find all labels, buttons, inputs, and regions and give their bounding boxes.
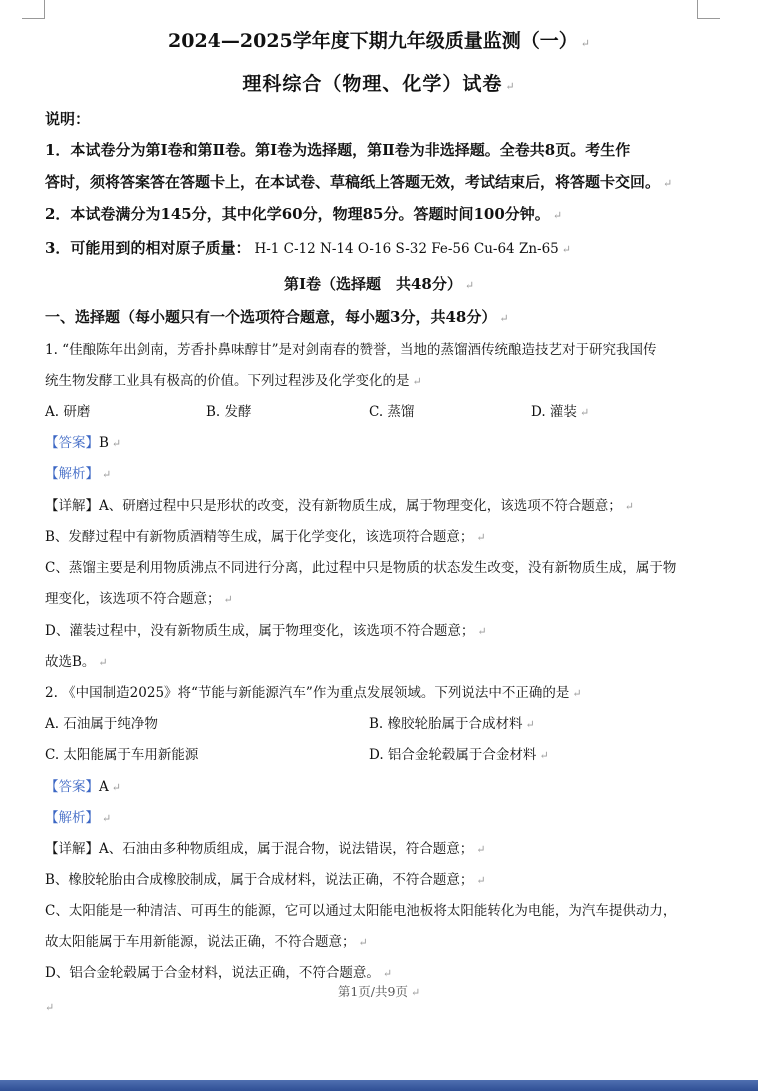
q1-option-a: A. 研磨 (45, 404, 91, 420)
q2-detail-c: C、太阳能是一种清洁、可再生的能源，它可以通过太阳能电池板将太阳能转化为电能，为汽车提供动力， (45, 903, 677, 919)
q1-analysis-tag: 【解析】 ↵ (45, 466, 112, 482)
q2-option-b: B. 橡胶轮胎属于合成材料 ↵ (369, 716, 535, 732)
q2-stem: 2. 《中国制造2025》将“节能与新能源汽车”作为重点发展领域。下列说法中不正确的是 ↵ (45, 685, 582, 701)
q1-detail-d: D、灌装过程中，没有新物质生成，属于物理变化，该选项不符合题意； ↵ (45, 623, 487, 639)
crop-mark-top-left (22, 0, 45, 19)
exam-title: 2024—2025学年度下期九年级质量监测（一） ↵ (168, 30, 590, 52)
q2-detail-c-cont: 故太阳能属于车用新能源，说法正确，不符合题意； ↵ (45, 934, 368, 950)
q1-answer: 【答案】B ↵ (45, 435, 122, 451)
trailing-paragraph-mark: ↵ (45, 1001, 55, 1014)
instruction-item-1-cont: 答时，须将答案答在答题卡上，在本试卷、草稿纸上答题无效，考试结束后，将答题卡交回。 ↵ (45, 173, 673, 191)
q1-detail-a: 【详解】A、研磨过程中只是形状的改变，没有新物质生成，属于物理变化，该选项不符合题意； ↵ (45, 498, 634, 514)
q1-option-d: D. 灌装 ↵ (531, 404, 590, 420)
q1-stem-cont: 统生物发酵工业具有极高的价值。下列过程涉及化学变化的是 ↵ (45, 373, 422, 389)
part-title: 第Ⅰ卷（选择题 共48分） ↵ (283, 275, 475, 293)
q1-option-c: C. 蒸馏 (369, 404, 415, 420)
q1-detail-c: C、蒸馏主要是利用物质沸点不同进行分离，此过程中只是物质的状态发生改变，没有新物质生成，属于物 (45, 560, 677, 576)
crop-mark-top-right (697, 0, 720, 19)
q1-stem: 1. “佳酿陈年出剑南，芳香扑鼻味醇甘”是对剑南春的赞誉，当地的蒸馏酒传统酿造技艺对于研究我国传 (45, 342, 657, 358)
q2-detail-a: 【详解】A、石油由多种物质组成，属于混合物，说法错误，符合题意； ↵ (45, 841, 486, 857)
instruction-item-2: 2．本试卷满分为145分，其中化学60分，物理85分。答题时间100分钟。 ↵ (45, 205, 563, 223)
q1-option-b: B. 发酵 (206, 404, 252, 420)
q2-answer: 【答案】A ↵ (45, 779, 121, 795)
q1-detail-c-cont: 理变化，该选项不符合题意； ↵ (45, 591, 233, 607)
instructions-heading: 说明： (45, 110, 91, 128)
window-bottom-bar (0, 1080, 758, 1091)
q2-detail-d: D、铝合金轮毂属于合金材料，说法正确，不符合题意。 ↵ (45, 965, 393, 981)
q2-detail-b: B、橡胶轮胎由合成橡胶制成，属于合成材料，说法正确，不符合题意； ↵ (45, 872, 486, 888)
section-heading: 一、选择题（每小题只有一个选项符合题意，每小题3分，共48分） ↵ (45, 308, 509, 326)
q2-option-a: A. 石油属于纯净物 (45, 716, 158, 732)
q1-conclusion: 故选B。 ↵ (45, 654, 108, 670)
q1-detail-b: B、发酵过程中有新物质酒精等生成，属于化学变化，该选项符合题意； ↵ (45, 529, 486, 545)
page-number-footer: 第1页/共9页 ↵ (337, 984, 421, 999)
q2-option-d: D. 铝合金轮毂属于合金材料 ↵ (369, 747, 549, 763)
instruction-item-3: 3．可能用到的相对原子质量： H-1 C-12 N-14 O-16 S-32 Fe-56 Cu-64 Zn-65 ↵ (45, 239, 571, 257)
q2-option-c: C. 太阳能属于车用新能源 (45, 747, 199, 763)
instruction-item-1: 1．本试卷分为第Ⅰ卷和第Ⅱ卷。第Ⅰ卷为选择题，第Ⅱ卷为非选择题。全卷共8页。考生作 (45, 141, 631, 159)
exam-subtitle: 理科综合（物理、化学）试卷 ↵ (242, 73, 516, 95)
q2-analysis-tag: 【解析】 ↵ (45, 810, 112, 826)
